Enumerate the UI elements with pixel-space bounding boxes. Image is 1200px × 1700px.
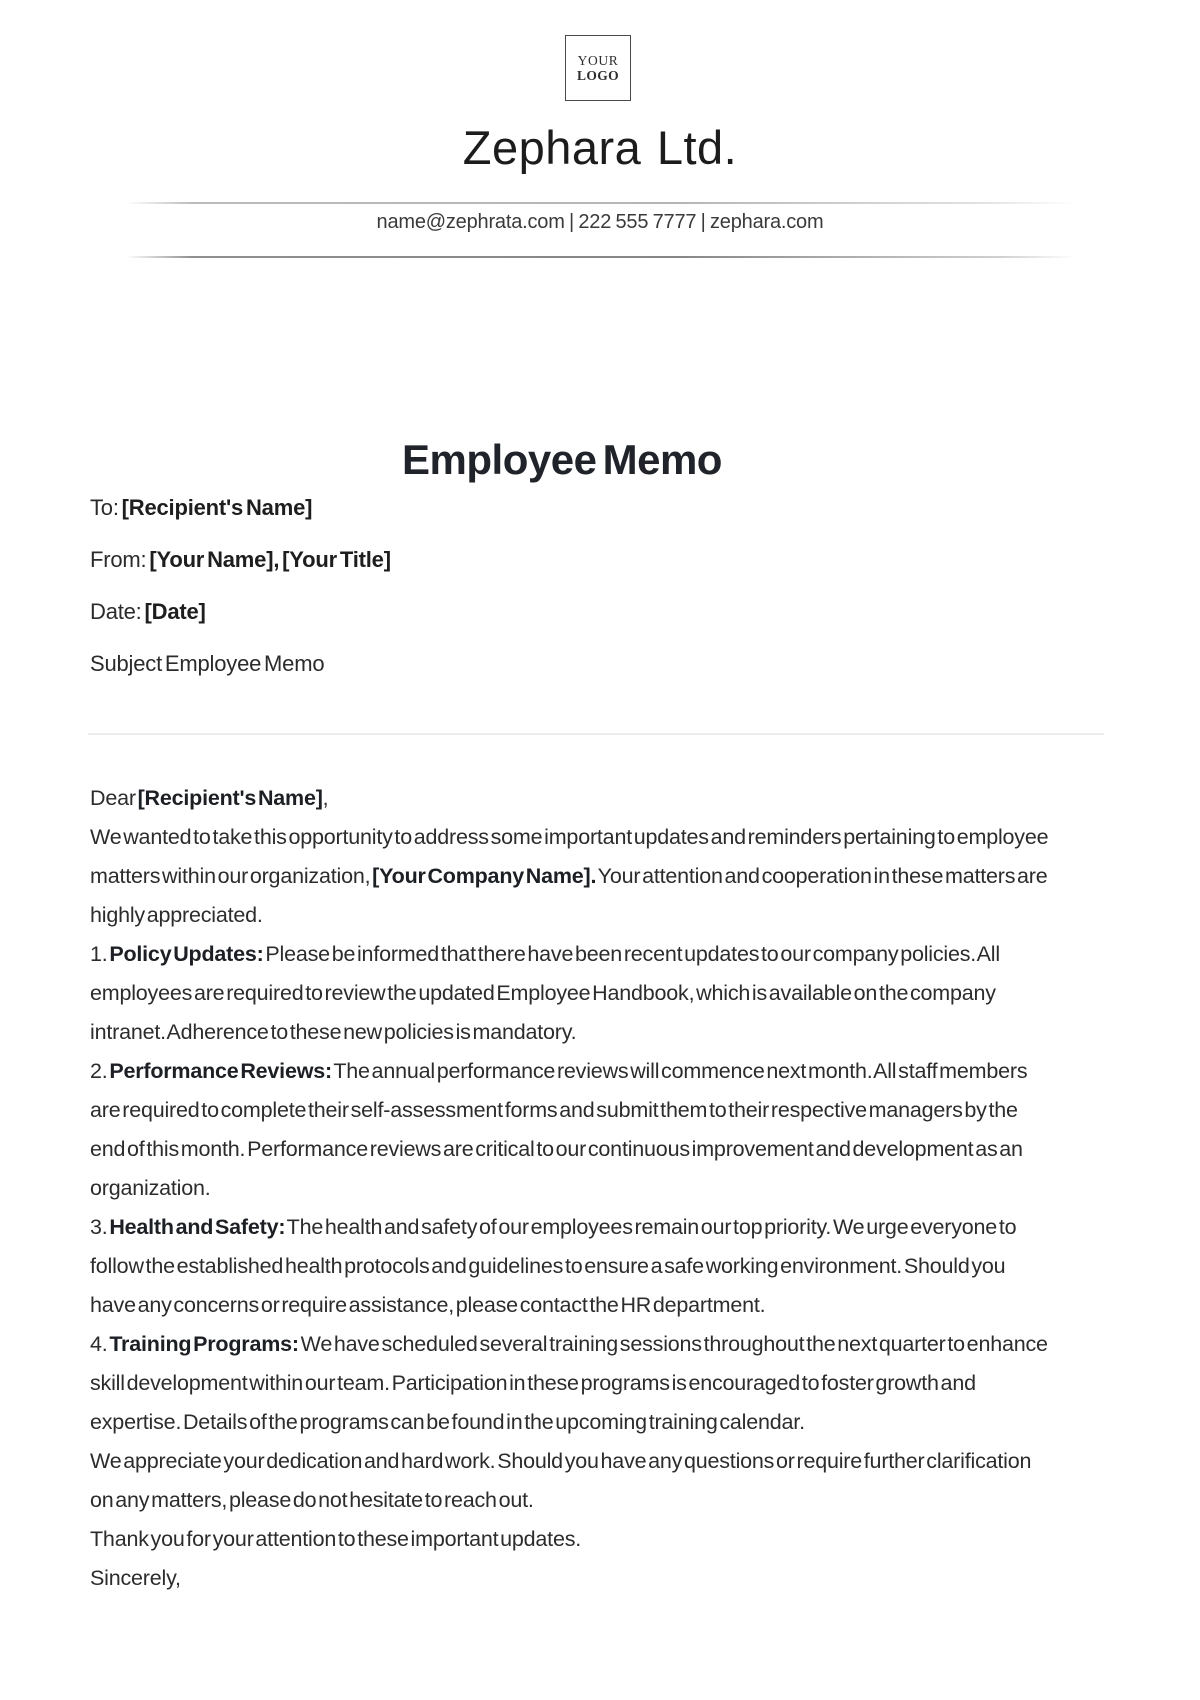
field-label: Subject <box>90 651 165 676</box>
field-value: [Your Name], [Your Title] <box>149 547 391 572</box>
subject-divider <box>88 733 1104 735</box>
memo-paragraph: Sincerely, <box>90 1566 181 1590</box>
header-divider-top <box>126 202 1076 204</box>
memo-paragraph: 2. Performance Reviews: The annual performance reviews will commence next month. All staff members are required to complete their self-assessment forms and submit them to their respective managers by the end of this month. Performance reviews are critical to our continuous improvement and development as an organization. <box>90 1059 1028 1200</box>
memo-paragraph: 1. Policy Updates: Please be informed that there have been recent updates to our company policies. All employees are required to review the updated Employee Handbook, which is available on the company intranet. Adherence to these new policies is mandatory. <box>90 942 1000 1044</box>
company-name: Zephara Ltd. <box>462 121 738 174</box>
memo-field-row <box>90 600 1040 623</box>
memo-paragraph: We wanted to take this opportunity to address some important updates and reminders pertaining to employee matters within our organization, [Your Company Name]. Your attention and cooperation in these matters are highly appreciated. <box>90 825 1049 927</box>
memo-field-row <box>90 548 1040 571</box>
memo-paragraph: Dear [Recipient's Name], <box>90 786 329 810</box>
field-value: [Date] <box>144 599 206 624</box>
field-label: Date: <box>90 599 145 624</box>
field-label: To: <box>90 495 122 520</box>
memo-paragraph: Thank you for your attention to these important updates. <box>90 1527 582 1551</box>
field-value: Employee Memo <box>164 651 325 676</box>
memo-paragraph: 4. Training Programs: We have scheduled several training sessions throughout the next quarter to enhance skill development within our team. Participation in these programs is encouraged to foster growth and expertise. Details of the programs can be found in the upcoming training calendar. <box>90 1332 1048 1434</box>
memo-fields <box>90 496 1040 704</box>
field-value: [Recipient's Name] <box>121 495 313 520</box>
logo-text-your: YOUR <box>577 52 619 68</box>
company-logo <box>565 35 631 101</box>
header-divider-bottom <box>126 256 1076 258</box>
logo-text-logo: LOGO <box>576 68 620 83</box>
memo-field-row <box>90 496 1040 519</box>
memo-paragraph: We appreciate your dedication and hard work. Should you have any questions or require further clarification on any matters, please do not hesitate to reach out. <box>90 1449 1032 1512</box>
memo-paragraph: 3. Health and Safety: The health and safety of our employees remain our top priority. We urge everyone to follow the established health protocols and guidelines to ensure a safe working environment. Should you have any concerns or require assistance, please contact the HR department. <box>90 1215 1017 1317</box>
memo-field-row <box>90 652 1040 675</box>
memo-body <box>90 779 1050 1598</box>
memo-title: Employee Memo <box>402 436 722 483</box>
field-label: From: <box>90 547 150 572</box>
contact-info: name@zephrata.com | 222 555 7777 | zephara.com <box>376 211 824 233</box>
